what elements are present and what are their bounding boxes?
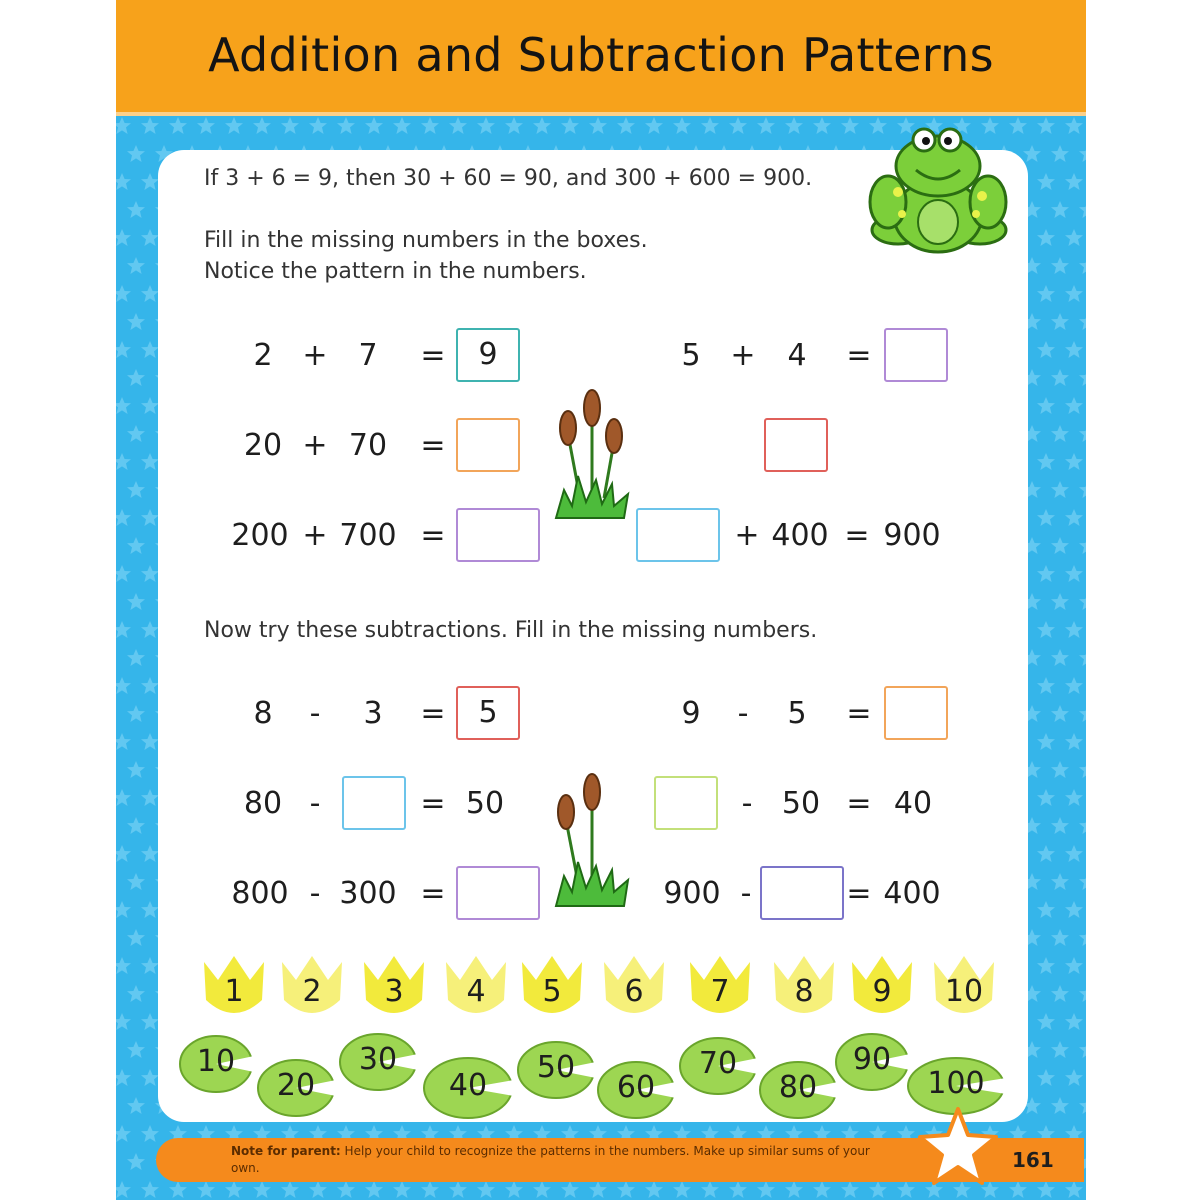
background-star [116, 845, 131, 862]
tulip-number: 5 [542, 974, 562, 1009]
background-star [505, 117, 523, 134]
background-star [309, 117, 327, 134]
background-star [1065, 341, 1083, 358]
background-star [1037, 957, 1055, 974]
background-star [141, 341, 159, 358]
background-star [393, 117, 411, 134]
background-star [533, 117, 551, 134]
parent-note [231, 1143, 891, 1177]
background-star [1051, 929, 1069, 946]
background-star [1051, 145, 1069, 162]
background-star [477, 1181, 495, 1198]
add-r3-b: 400 [771, 518, 829, 553]
background-star [449, 1181, 467, 1198]
tulip-number: 4 [466, 974, 486, 1009]
background-star [116, 341, 131, 358]
lily-pad-number: 20 [276, 1068, 316, 1103]
background-star [1065, 845, 1083, 862]
add-l1-op: + [302, 338, 328, 373]
background-star [116, 1069, 131, 1086]
background-star [127, 425, 145, 442]
background-star [127, 145, 145, 162]
background-star [1023, 145, 1041, 162]
background-star [141, 1013, 159, 1030]
sub-l3-a: 800 [231, 876, 289, 911]
background-star [421, 1181, 439, 1198]
lily-pad-number: 80 [778, 1070, 818, 1105]
background-star [1065, 901, 1083, 918]
background-star [1065, 509, 1083, 526]
background-star [127, 1041, 145, 1058]
background-star [813, 1181, 831, 1198]
background-star [617, 1181, 635, 1198]
background-star [281, 117, 299, 134]
sub-r1-eq: = [846, 696, 872, 731]
background-star [1051, 593, 1069, 610]
sub-l1-eq: = [420, 696, 446, 731]
background-star [589, 117, 607, 134]
lily-pad-number: 90 [852, 1042, 892, 1077]
background-star [1037, 229, 1055, 246]
answer-box[interactable] [456, 418, 520, 472]
background-star [127, 761, 145, 778]
background-star [1037, 1013, 1055, 1030]
star-icon [916, 1105, 1000, 1189]
background-star [673, 117, 691, 134]
background-star [1009, 1181, 1027, 1198]
answer-box[interactable] [764, 418, 828, 472]
background-star [365, 117, 383, 134]
sub-l2-result: 50 [465, 786, 505, 821]
sub-r3-a: 900 [663, 876, 721, 911]
add-l3-eq: = [420, 518, 446, 553]
background-star [337, 1181, 355, 1198]
background-star [281, 1181, 299, 1198]
background-star [141, 845, 159, 862]
sub-r3-eq: = [846, 876, 872, 911]
cattail-icon [552, 386, 632, 522]
background-star [729, 1181, 747, 1198]
background-star [116, 509, 131, 526]
sub-l2-a: 80 [243, 786, 283, 821]
background-star [1079, 705, 1086, 722]
background-star [589, 1181, 607, 1198]
background-star [141, 285, 159, 302]
add-l1-eq: = [420, 338, 446, 373]
background-star [897, 1181, 915, 1198]
answer-box[interactable] [342, 776, 406, 830]
background-star [1051, 257, 1069, 274]
background-star [1079, 649, 1086, 666]
background-star [141, 789, 159, 806]
background-star [116, 117, 131, 134]
lily-pad-number: 40 [448, 1068, 488, 1103]
sub-l3-op: - [309, 876, 321, 911]
add-l2-a: 20 [243, 428, 283, 463]
background-star [141, 453, 159, 470]
background-star [841, 1181, 859, 1198]
background-star [116, 173, 131, 190]
background-star [1079, 593, 1086, 610]
background-star [116, 1125, 131, 1142]
background-star [1037, 1069, 1055, 1086]
background-star [1037, 453, 1055, 470]
answer-box[interactable] [760, 866, 844, 920]
sub-l1-a: 8 [253, 696, 273, 731]
background-star [673, 1181, 691, 1198]
sub-r2-eq: = [846, 786, 872, 821]
background-star [1065, 565, 1083, 582]
background-star [127, 313, 145, 330]
background-star [1079, 1041, 1086, 1058]
sub-l2-eq: = [420, 786, 446, 821]
background-star [785, 1181, 803, 1198]
sub-r2-op: - [741, 786, 753, 821]
background-star [169, 1181, 187, 1198]
background-star [253, 1181, 271, 1198]
answer-box[interactable] [884, 328, 948, 382]
background-star [141, 1181, 159, 1198]
background-star [169, 117, 187, 134]
background-star [729, 117, 747, 134]
background-star [1065, 453, 1083, 470]
background-star [116, 733, 131, 750]
background-star [1037, 789, 1055, 806]
background-star [1051, 1097, 1069, 1114]
background-star [1079, 1097, 1086, 1114]
sub-l1-op: - [309, 696, 321, 731]
add-l2-b: 70 [348, 428, 388, 463]
background-star [1079, 761, 1086, 778]
background-star [449, 117, 467, 134]
background-star [197, 1181, 215, 1198]
background-star [1079, 425, 1086, 442]
background-star [116, 565, 131, 582]
add-l3-op: + [302, 518, 328, 553]
sub-l3-eq: = [420, 876, 446, 911]
background-star [1051, 313, 1069, 330]
cattail-icon [552, 770, 632, 910]
background-star [141, 173, 159, 190]
background-star [127, 593, 145, 610]
tulip-number: 1 [224, 974, 244, 1009]
background-star [141, 957, 159, 974]
background-star [116, 957, 131, 974]
background-star [1037, 117, 1055, 134]
background-star [1037, 845, 1055, 862]
background-star [1065, 789, 1083, 806]
sub-r1-b: 5 [787, 696, 807, 731]
page-title: Addition and Subtraction Patterns [208, 28, 994, 82]
intro-example: If 3 + 6 = 9, then 30 + 60 = 90, and 300 + 600 = 900. [204, 166, 813, 191]
background-star [1065, 621, 1083, 638]
background-star [1037, 509, 1055, 526]
background-star [127, 257, 145, 274]
background-star [561, 1181, 579, 1198]
background-star [1079, 985, 1086, 1002]
background-star [116, 397, 131, 414]
background-star [1079, 929, 1086, 946]
sub-r2-result: 40 [893, 786, 933, 821]
background-star [1037, 677, 1055, 694]
lily-pad-number: 70 [698, 1046, 738, 1081]
background-star [1065, 1181, 1083, 1198]
sub-r1-a: 9 [681, 696, 701, 731]
background-star [116, 453, 131, 470]
lily-pad-number: 10 [196, 1044, 236, 1079]
background-star [1037, 397, 1055, 414]
background-star [127, 201, 145, 218]
add-r3-op: + [734, 518, 760, 553]
background-star [1065, 957, 1083, 974]
star-background [116, 116, 1086, 1200]
add-l2-op: + [302, 428, 328, 463]
background-star [127, 369, 145, 386]
background-star [841, 117, 859, 134]
background-star [1037, 173, 1055, 190]
background-star [141, 1069, 159, 1086]
add-r1-a: 5 [681, 338, 701, 373]
sub-l2-op: - [309, 786, 321, 821]
background-star [141, 677, 159, 694]
tulip-number: 10 [944, 974, 984, 1009]
background-star [127, 1153, 145, 1170]
answer-box[interactable] [456, 508, 540, 562]
background-star [1037, 565, 1055, 582]
background-star [127, 481, 145, 498]
answer-box[interactable] [456, 866, 540, 920]
background-star [1065, 677, 1083, 694]
background-star [141, 229, 159, 246]
background-star [1037, 341, 1055, 358]
tulip-number: 3 [384, 974, 404, 1009]
background-star [1051, 481, 1069, 498]
background-star [1037, 621, 1055, 638]
background-star [127, 705, 145, 722]
background-star [1051, 201, 1069, 218]
add-l3-a: 200 [231, 518, 289, 553]
background-star [1079, 257, 1086, 274]
background-star [309, 1181, 327, 1198]
background-star [645, 1181, 663, 1198]
sub-l1-b: 3 [363, 696, 383, 731]
background-star [1079, 817, 1086, 834]
add-r1-op: + [730, 338, 756, 373]
add-l1-b: 7 [358, 338, 378, 373]
background-star [1037, 1181, 1055, 1198]
background-star [1065, 397, 1083, 414]
background-star [505, 1181, 523, 1198]
lily-pad-number: 30 [358, 1042, 398, 1077]
background-star [1051, 761, 1069, 778]
background-star [1065, 285, 1083, 302]
background-star [1051, 425, 1069, 442]
background-star [225, 117, 243, 134]
background-star [1051, 1041, 1069, 1058]
page-number: 161 [1012, 1148, 1054, 1172]
answer-box[interactable] [884, 686, 948, 740]
background-star [116, 285, 131, 302]
background-star [337, 117, 355, 134]
background-star [1065, 117, 1083, 134]
background-star [116, 901, 131, 918]
background-star [141, 565, 159, 582]
background-star [1065, 1069, 1083, 1086]
background-star [1051, 873, 1069, 890]
background-star [141, 901, 159, 918]
add-r3-result: 900 [883, 518, 941, 553]
background-star [116, 1013, 131, 1030]
background-star [141, 117, 159, 134]
answer-box[interactable]: 9 [456, 328, 520, 382]
background-star [116, 229, 131, 246]
background-star [813, 117, 831, 134]
lily-pad-number: 60 [616, 1070, 656, 1105]
background-star [561, 117, 579, 134]
background-star [393, 1181, 411, 1198]
add-r1-eq: = [846, 338, 872, 373]
background-star [477, 117, 495, 134]
background-star [116, 621, 131, 638]
background-star [127, 817, 145, 834]
background-star [127, 649, 145, 666]
sub-r3-result: 400 [883, 876, 941, 911]
background-star [365, 1181, 383, 1198]
background-star [1065, 733, 1083, 750]
tulip-number: 2 [302, 974, 322, 1009]
background-star [1079, 145, 1086, 162]
background-star [701, 117, 719, 134]
background-star [869, 1181, 887, 1198]
background-star [116, 789, 131, 806]
background-star [1079, 537, 1086, 554]
background-star [1037, 733, 1055, 750]
answer-box[interactable] [636, 508, 720, 562]
tulip-number: 7 [710, 974, 730, 1009]
background-star [141, 1125, 159, 1142]
sub-r2-b: 50 [781, 786, 821, 821]
background-star [141, 621, 159, 638]
background-star [127, 1097, 145, 1114]
instruction-line-1: Fill in the missing numbers in the boxes. [204, 228, 648, 253]
sub-r1-op: - [737, 696, 749, 731]
subtraction-instruction: Now try these subtractions. Fill in the missing numbers. [204, 618, 818, 643]
answer-box[interactable]: 5 [456, 686, 520, 740]
background-star [1079, 369, 1086, 386]
background-star [127, 985, 145, 1002]
background-star [1051, 537, 1069, 554]
lily-pad-number: 50 [536, 1050, 576, 1085]
sub-l3-b: 300 [339, 876, 397, 911]
add-l1-a: 2 [253, 338, 273, 373]
background-star [116, 1181, 131, 1198]
background-star [127, 929, 145, 946]
background-star [1065, 1013, 1083, 1030]
tulip-number: 6 [624, 974, 644, 1009]
background-star [1079, 201, 1086, 218]
background-star [1079, 313, 1086, 330]
background-star [645, 117, 663, 134]
background-star [253, 117, 271, 134]
background-star [141, 397, 159, 414]
background-star [1079, 873, 1086, 890]
background-star [116, 677, 131, 694]
tulip-number: 9 [872, 974, 892, 1009]
background-star [141, 733, 159, 750]
background-star [225, 1181, 243, 1198]
add-l3-b: 700 [339, 518, 397, 553]
background-star [1051, 705, 1069, 722]
parent-note-label: Note for parent: [231, 1144, 341, 1158]
add-l2-eq: = [420, 428, 446, 463]
background-star [197, 117, 215, 134]
background-star [1051, 649, 1069, 666]
background-star [1065, 173, 1083, 190]
tulip-number: 8 [794, 974, 814, 1009]
background-star [127, 537, 145, 554]
frog-icon [858, 120, 1018, 280]
background-star [127, 873, 145, 890]
background-star [1037, 285, 1055, 302]
background-star [757, 1181, 775, 1198]
add-r3-eq: = [844, 518, 870, 553]
background-star [421, 117, 439, 134]
background-star [1051, 369, 1069, 386]
background-star [1051, 985, 1069, 1002]
parent-note-text: Help your child to recognize the patterns in the numbers. Make up similar sums of your own. [231, 1144, 870, 1175]
background-star [1051, 817, 1069, 834]
background-star [1065, 229, 1083, 246]
lily-pad-number: 100 [927, 1066, 985, 1101]
answer-box[interactable] [654, 776, 718, 830]
add-r1-b: 4 [787, 338, 807, 373]
worksheet-page [116, 0, 1086, 1200]
background-star [141, 509, 159, 526]
instruction-line-2: Notice the pattern in the numbers. [204, 259, 587, 284]
background-star [757, 117, 775, 134]
background-star [1037, 901, 1055, 918]
background-star [1079, 481, 1086, 498]
background-star [533, 1181, 551, 1198]
content-panel [158, 150, 1028, 1122]
background-star [617, 117, 635, 134]
background-star [785, 117, 803, 134]
sub-r3-op: - [740, 876, 752, 911]
background-star [701, 1181, 719, 1198]
